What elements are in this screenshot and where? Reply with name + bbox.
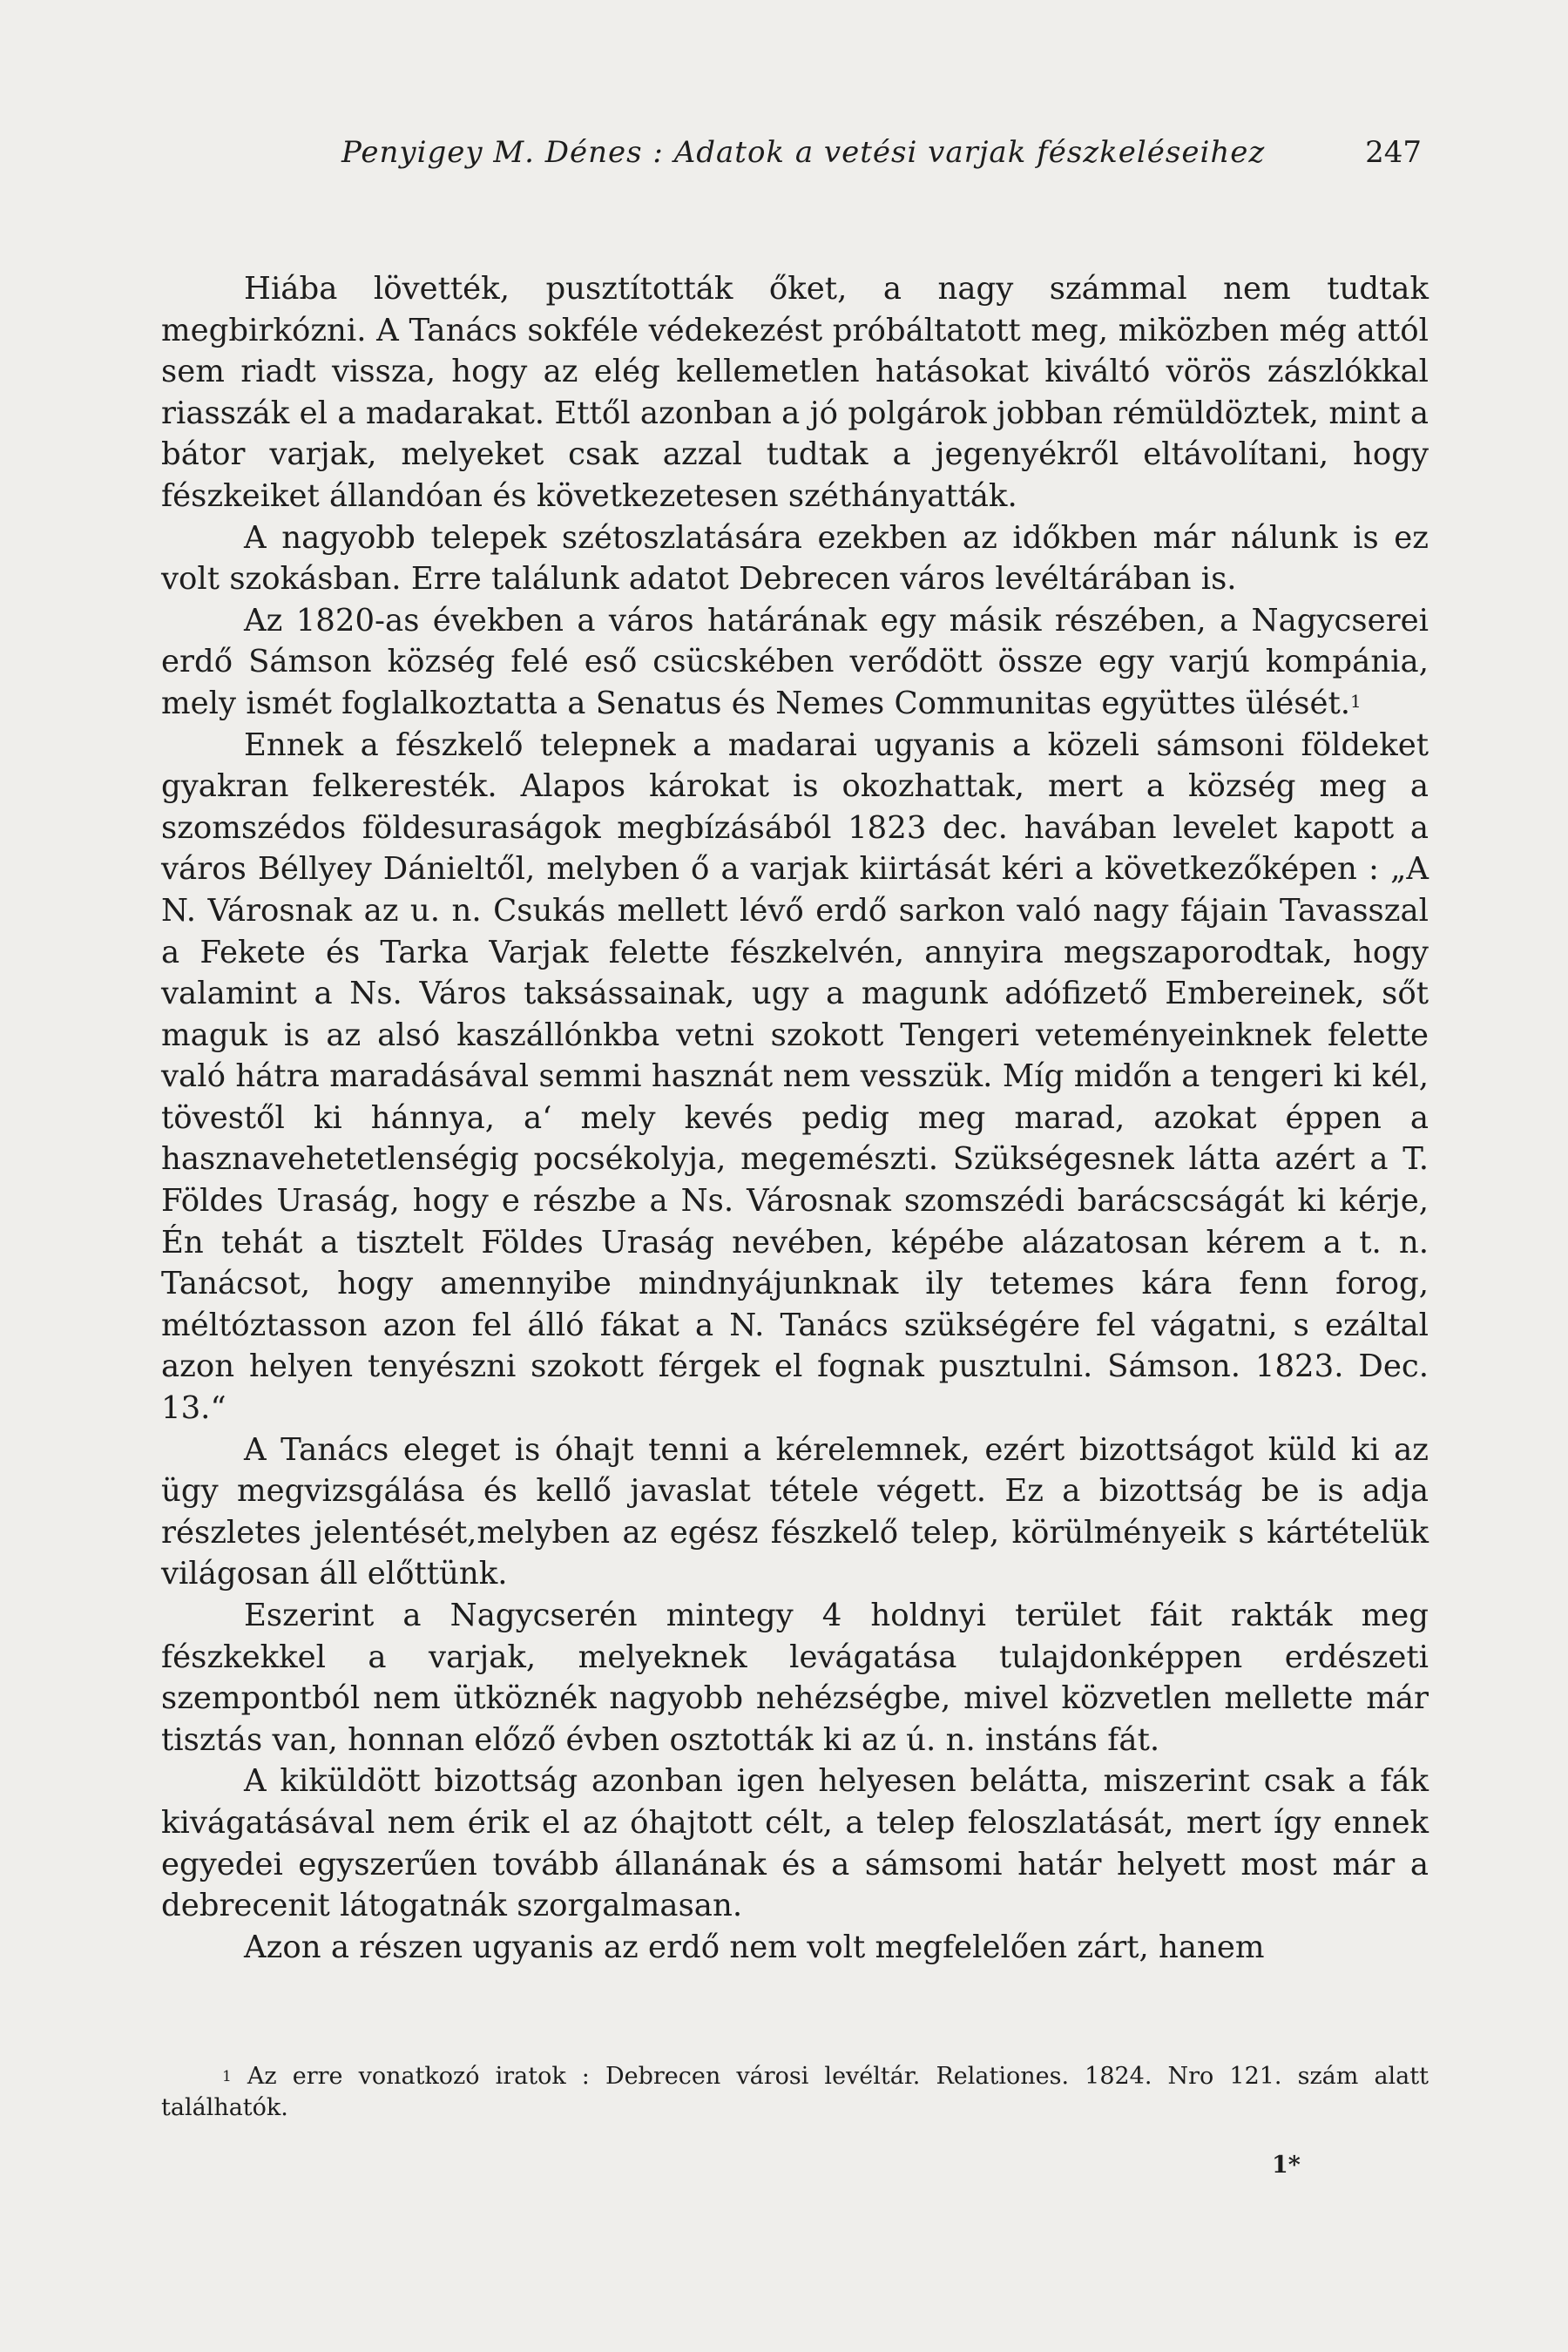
paragraph-3-text: Az 1820-as években a város határának egy másik részében, a Nagycserei erdő Sámson község felé eső csücskében verődött össze egy varjú kompánia, mely ismét foglalkoztatta a Senatus és Nemes Communitas együttes ülését. [161,602,1429,721]
paragraph-7: A kiküldött bizottság azonban igen helyesen belátta, miszerint csak a fák kivágatásával nem érik el az óhajtott célt, a telep feloszlatását, mert így ennek egyedei egyszerűen tovább állanának és a sámsomi határ helyett most már a debrecenit látogatnák szorgalmasan. [161,1763,1429,1924]
paragraph-5: A Tanács eleget is óhajt tenni a kérelemnek, ezért bizottságot küld ki az ügy megvizsgálása és kellő javaslat tétele végett. Ez a bizottság be is adja részletes jelentését,melyben az egész fészkelő telep, körülményeik s kártételük világosan áll előttünk. [161,1431,1429,1592]
footnote-marker: 1 [222,2068,232,2085]
footnote [161,2061,1429,2124]
footnote-reference: 1 [1350,690,1362,712]
page-number: 247 [1365,135,1422,170]
running-head [341,135,1422,170]
paragraph-4: Ennek a fészkelő telepnek a madarai ugyanis a közeli sámsoni földeket gyakran felkeresték. Alapos károkat is okozhattak, mert a község meg a szomszédos földesuraságok megbízásából 1823 dec. havában levelet kapott a város Béllyey Dánieltől, melyben ő a varjak kiirtását kéri a következőképen : „A N. Városnak az u. n. Csukás mellett lévő erdő sarkon való nagy fájain Tavasszal a Fekete és Tarka Varjak felette fészkelvén, annyira megszaporodtak, hogy valamint a Ns. Város taksássainak, ugy a magunk adófizető Embereinek, sőt maguk is az alsó kaszállónkba vetni szokott Tengeri veteményeinknek felette való hátra maradásával semmi hasznát nem vesszük. Míg midőn a tengeri ki kél, tövestől ki hánnya, a‘ mely kevés pedig meg marad, azokat éppen a hasznavehetetlenségig pocsékolyja, megemészti. Szükségesnek látta azért a T. Földes Uraság, hogy e részbe a Ns. Városnak szomszédi barácscságát ki kérje, Én tehát a tisztelt Földes Uraság nevében, képébe alázatosan kérem a t. n. Tanácsot, hogy amennyibe mindnyájunknak ily tetemes kára fenn forog, méltóztasson azon fel álló fákat a N. Tanács szükségére fel vágatni, s ezáltal azon helyen tenyészni szokott férgek el fognak pusztulni. Sámson. 1823. Dec. 13.“ [161,727,1429,1427]
paragraph-6: Eszerint a Nagycserén mintegy 4 holdnyi terület fáit rakták meg fészkekkel a varjak, melyeknek levágatása tulajdonképpen erdészeti szempontból nem ütköznék nagyobb nehézségbe, mivel közvetlen mellette már tisztás van, honnan előző évben osztották ki az ú. n. instáns fát. [161,1598,1429,1758]
signature-mark: 1* [1272,2152,1301,2179]
paragraph-3 [161,600,1429,725]
footnote-text: Az erre vonatkozó iratok : Debrecen városi levéltár. Relationes. 1824. Nro 121. szám alatt találhatók. [161,2063,1429,2121]
paragraph-2: A nagyobb telepek szétoszlatására ezekben az időkben már nálunk is ez volt szokásban. Erre találunk adatot Debrecen város levéltárában is. [161,519,1429,598]
running-head-title: Penyigey M. Dénes : Adatok a vetési varjak fészkeléseihez [341,135,1266,170]
body-text [161,268,1429,1968]
paragraph-1: Hiába lövették, pusztították őket, a nagy számmal nem tudtak megbirkózni. A Tanács sokféle védekezést próbáltatott meg, miközben még attól sem riadt vissza, hogy az elég kellemetlen hatásokat kiváltó vörös zászlókkal riasszák el a madarakat. Ettől azonban a jó polgárok jobban rémüldöztek, mint a bátor varjak, melyeket csak azzal tudtak a jegenyékről eltávolítani, hogy fészkeiket állandóan és következetesen széthányatták. [161,271,1429,514]
paragraph-8: Azon a részen ugyanis az erdő nem volt megfelelően zárt, hanem [244,1929,1265,1965]
